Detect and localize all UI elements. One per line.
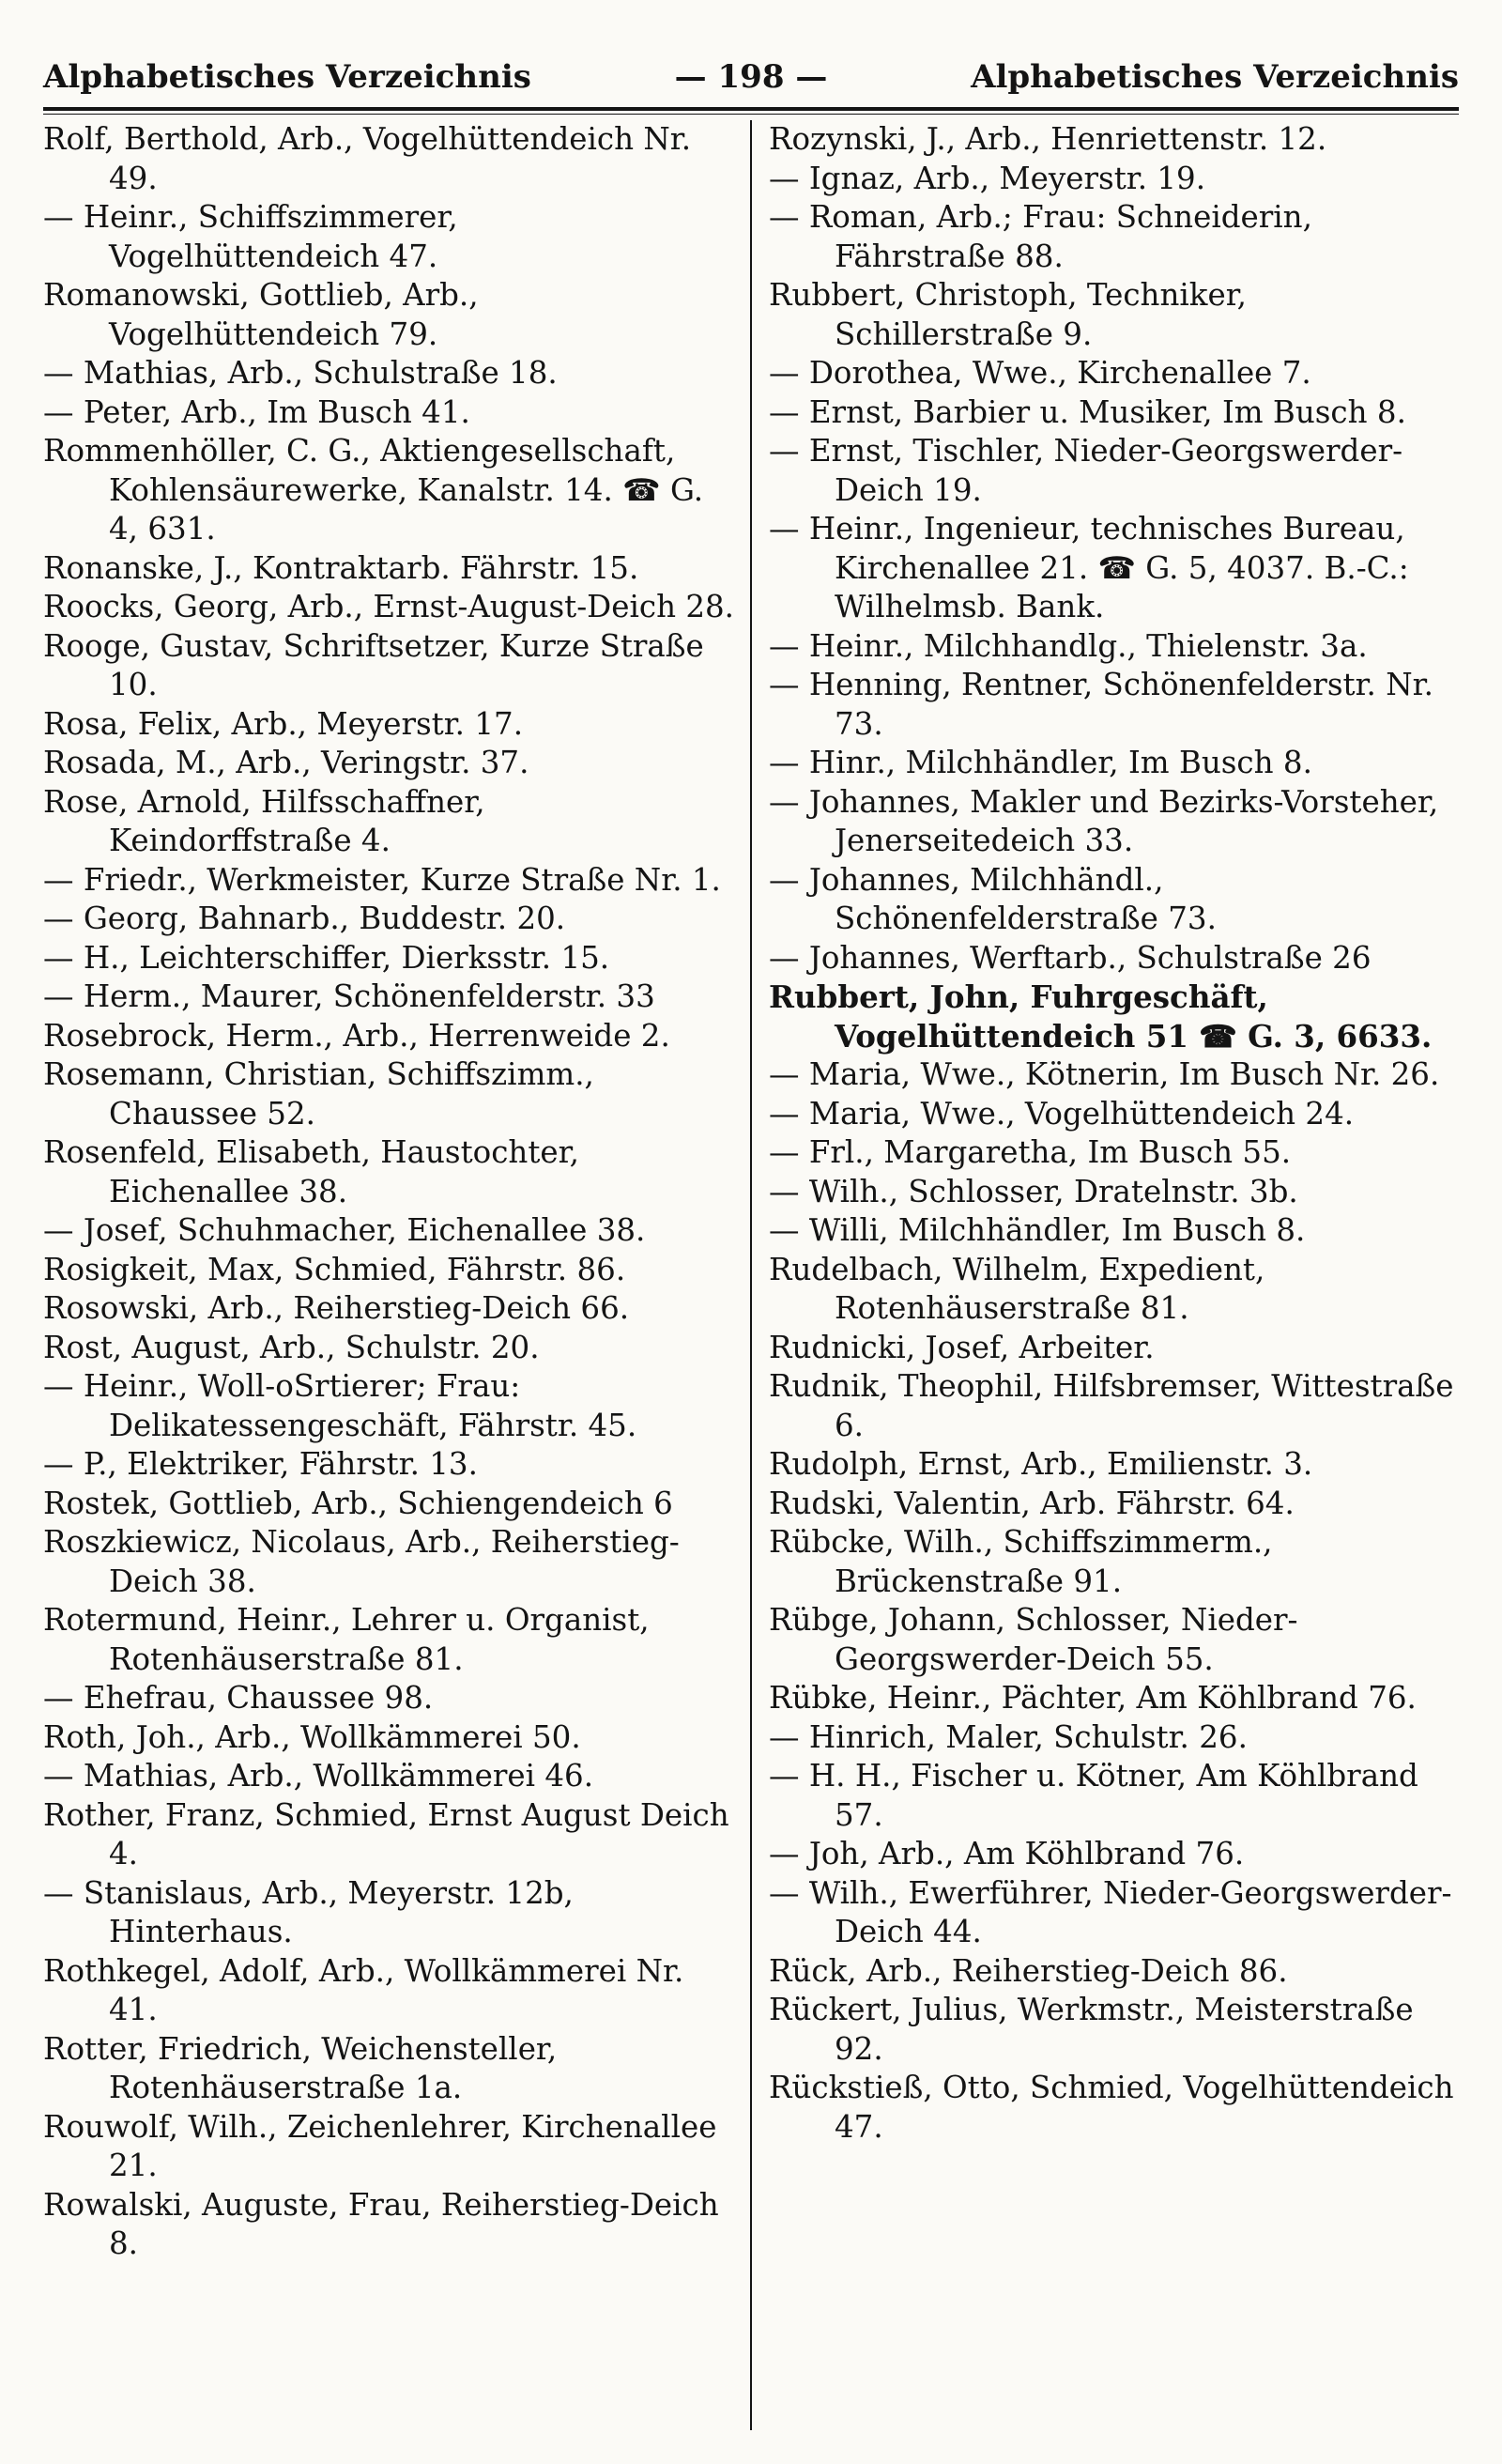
directory-entry: — Heinr., Milchhandlg., Thielenstr. 3a. [769, 627, 1368, 664]
header-left-title: Alphabetisches Verzeichnis [43, 58, 531, 96]
directory-entry: Rosemann, Christian, Schiffszimm., Chaussee 52. [43, 1056, 594, 1132]
directory-entry: — Wilh., Ewerführer, Nieder-Georgswerder-Deich 44. [769, 1874, 1452, 1949]
directory-entry: Rückstieß, Otto, Schmied, Vogelhüttendeich 47. [769, 2070, 1454, 2145]
directory-entry: Rothkegel, Adolf, Arb., Wollkämmerei Nr. 41. [43, 1952, 684, 2027]
directory-entry: — Heinr., Woll-oSrtierer; Frau: Delikatessengeschäft, Fährstr. 45. [43, 1368, 637, 1443]
directory-entry: — Wilh., Schlosser, Dratelnstr. 3b. [769, 1173, 1298, 1209]
directory-entry: — Friedr., Werkmeister, Kurze Straße Nr. 1. [43, 861, 721, 898]
directory-entry: — Johannes, Milchhändl., Schönenfelderstraße 73. [769, 861, 1217, 936]
directory-entry: — Dorothea, Wwe., Kirchenallee 7. [769, 355, 1311, 391]
directory-entry: Rooge, Gustav, Schriftsetzer, Kurze Straße 10. [43, 627, 704, 702]
directory-entry: Rowalski, Auguste, Frau, Reiherstieg-Deich 8. [43, 2186, 719, 2261]
directory-entry: Rübge, Johann, Schlosser, Nieder-Georgswerder-Deich 55. [769, 1602, 1298, 1677]
directory-entry: Rückert, Julius, Werkmstr., Meisterstraße 92. [769, 1992, 1414, 2067]
header-rule-thin [43, 114, 1459, 115]
directory-entry: Rotter, Friedrich, Weichensteller, Rotenhäuserstraße 1a. [43, 2030, 558, 2105]
directory-entry: — Hinr., Milchhändler, Im Busch 8. [769, 745, 1312, 780]
directory-entry: Rück, Arb., Reiherstieg-Deich 86. [769, 1952, 1288, 1989]
right-column [752, 120, 1459, 2430]
header-right-title: Alphabetisches Verzeichnis [971, 58, 1459, 96]
directory-entry: Rosowski, Arb., Reiherstieg-Deich 66. [43, 1290, 630, 1326]
directory-entry: Roth, Joh., Arb., Wollkämmerei 50. [43, 1718, 581, 1755]
directory-entry: Rudelbach, Wilhelm, Expedient, Rotenhäuserstraße 81. [769, 1251, 1265, 1326]
directory-entry: Rudski, Valentin, Arb. Fährstr. 64. [769, 1485, 1295, 1521]
directory-entry: — Josef, Schuhmacher, Eichenallee 38. [43, 1212, 646, 1248]
directory-entry: Rother, Franz, Schmied, Ernst August Deich 4. [43, 1796, 729, 1871]
directory-entry: Rudnik, Theophil, Hilfsbremser, Wittestraße 6. [769, 1368, 1454, 1443]
directory-entry: — Johannes, Werftarb., Schulstraße 26 [769, 939, 1372, 976]
directory-entry: Roszkiewicz, Nicolaus, Arb., Reiherstieg-Deich 38. [43, 1524, 680, 1599]
directory-entry: Rotermund, Heinr., Lehrer u. Organist, Rotenhäuserstraße 81. [43, 1602, 650, 1677]
directory-entry: — Willi, Milchhändler, Im Busch 8. [769, 1212, 1306, 1248]
directory-entry: Ronanske, J., Kontraktarb. Fährstr. 15. [43, 549, 639, 586]
directory-entry: — Heinr., Ingenieur, technisches Bureau, Kirchenallee 21. ☎ G. 5, 4037. B.-C.: Wilhelmsb. Bank. [769, 511, 1409, 624]
directory-entry: — Henning, Rentner, Schönenfelderstr. Nr. 73. [769, 667, 1433, 742]
directory-entry: Rudolph, Ernst, Arb., Emilienstr. 3. [769, 1446, 1313, 1482]
columns [43, 120, 1459, 2430]
directory-entry: Rubbert, Christoph, Techniker, Schillerstraße 9. [769, 277, 1248, 352]
directory-entry: Rosenfeld, Elisabeth, Haustochter, Eichenallee 38. [43, 1134, 579, 1209]
directory-entry: Rostek, Gottlieb, Arb., Schiengendeich 6 [43, 1485, 673, 1521]
header-rule [43, 107, 1459, 111]
left-column [43, 120, 750, 2430]
directory-entry: — Mathias, Arb., Schulstraße 18. [43, 355, 558, 391]
directory-entry: Rosebrock, Herm., Arb., Herrenweide 2. [43, 1017, 670, 1054]
directory-entry: — Frl., Margaretha, Im Busch 55. [769, 1134, 1292, 1170]
directory-entry: — H. H., Fischer u. Kötner, Am Köhlbrand 57. [769, 1758, 1418, 1833]
directory-entry: — Ehefrau, Chaussee 98. [43, 1680, 434, 1716]
page-number: — 198 — [674, 58, 828, 96]
directory-entry: — Peter, Arb., Im Busch 41. [43, 393, 470, 430]
directory-entry: — H., Leichterschiffer, Dierksstr. 15. [43, 939, 610, 976]
directory-entry: — Heinr., Schiffszimmerer, Vogelhüttendeich 47. [43, 199, 458, 274]
directory-entry: Rolf, Berthold, Arb., Vogelhüttendeich Nr. 49. [43, 121, 692, 196]
directory-entry: — Maria, Wwe., Vogelhüttendeich 24. [769, 1095, 1355, 1132]
directory-entry: Rubbert, John, Fuhrgeschäft, Vogelhüttendeich 51 ☎ G. 3, 6633. [769, 978, 1433, 1055]
directory-entry: — Georg, Bahnarb., Buddestr. 20. [43, 901, 566, 936]
directory-entry: — Roman, Arb.; Frau: Schneiderin, Fährstraße 88. [769, 199, 1312, 274]
directory-entry: — Ignaz, Arb., Meyerstr. 19. [769, 160, 1206, 196]
directory-entry: Rosada, M., Arb., Veringstr. 37. [43, 745, 529, 780]
directory-entry: Rouwolf, Wilh., Zeichenlehrer, Kirchenallee 21. [43, 2108, 717, 2183]
directory-entry: — Johannes, Makler und Bezirks-Vorsteher, Jenerseitedeich 33. [769, 783, 1439, 858]
directory-entry: Roocks, Georg, Arb., Ernst-August-Deich 28. [43, 589, 735, 624]
directory-entry: Rosigkeit, Max, Schmied, Fährstr. 86. [43, 1251, 626, 1287]
directory-entry: — Hinrich, Maler, Schulstr. 26. [769, 1718, 1248, 1755]
directory-entry: Rommenhöller, C. G., Aktiengesellschaft, Kohlensäurewerke, Kanalstr. 14. ☎ G. 4, 631. [43, 433, 704, 547]
directory-entry: — Maria, Wwe., Kötnerin, Im Busch Nr. 26. [769, 1056, 1440, 1092]
directory-entry: — Stanislaus, Arb., Meyerstr. 12b, Hinterhaus. [43, 1874, 574, 1949]
directory-entry: Rozynski, J., Arb., Henriettenstr. 12. [769, 121, 1327, 157]
directory-entry: Rudnicki, Josef, Arbeiter. [769, 1329, 1155, 1365]
directory-entry: Romanowski, Gottlieb, Arb., Vogelhüttendeich 79. [43, 277, 479, 352]
directory-entry: — Ernst, Barbier u. Musiker, Im Busch 8. [769, 393, 1406, 430]
directory-entry: — P., Elektriker, Fährstr. 13. [43, 1446, 478, 1482]
directory-entry: — Joh, Arb., Am Köhlbrand 76. [769, 1836, 1245, 1871]
directory-entry: Rübcke, Wilh., Schiffszimmerm., Brückenstraße 91. [769, 1524, 1273, 1599]
directory-entry: Rose, Arnold, Hilfsschaffner, Keindorffstraße 4. [43, 783, 485, 858]
directory-entry: Rübke, Heinr., Pächter, Am Köhlbrand 76. [769, 1680, 1417, 1716]
directory-entry: Rost, August, Arb., Schulstr. 20. [43, 1329, 540, 1365]
directory-entry: — Mathias, Arb., Wollkämmerei 46. [43, 1758, 594, 1794]
page-header [43, 49, 1459, 100]
directory-entry: — Ernst, Tischler, Nieder-Georgswerder-Deich 19. [769, 433, 1403, 508]
directory-entry: Rosa, Felix, Arb., Meyerstr. 17. [43, 705, 524, 742]
directory-entry: — Herm., Maurer, Schönenfelderstr. 33 [43, 978, 655, 1014]
